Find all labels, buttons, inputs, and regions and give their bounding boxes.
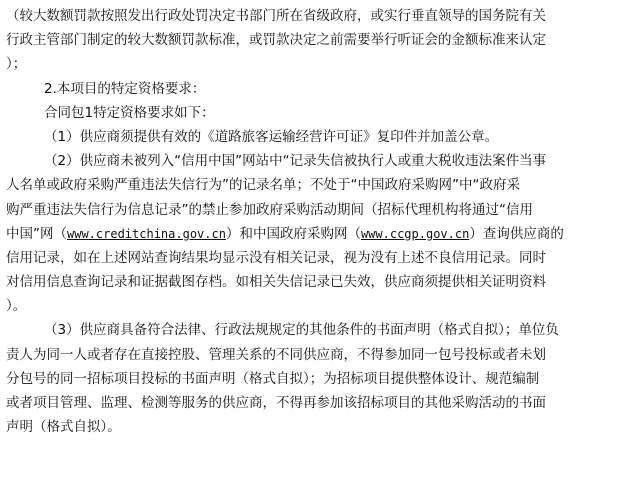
text-line: ）； — [6, 56, 27, 73]
text-line: 信用记录，如在上述网站查询结果均显示没有相关记录，视为没有上述不良信用记录。同时 — [6, 249, 546, 266]
text-line: 行政主管部门制定的较大数额罚款标准，或罚款决定之前需要举行听证会的金额标准来认定 — [6, 32, 546, 49]
text-line: 声明（格式自拟）。 — [6, 419, 121, 436]
requirement-item-1: （1）供应商须提供有效的《道路旅客运输经营许可证》复印件并加盖公章。 — [44, 128, 499, 145]
text-line: 责人为同一人或者存在直接控股、管理关系的不同供应商，不得参加同一包号投标或者未划 — [6, 346, 546, 363]
text-line: 或者项目管理、监理、检测等服务的供应商，不得再参加该招标项目的其他采购活动的书面 — [6, 395, 546, 411]
section-heading: 2.本项目的特定资格要求： — [44, 80, 206, 97]
text-line: 购严重违法失信行为信息记录”的禁止参加政府采购活动期间（招标代理机构将通过“信用 — [6, 201, 533, 218]
text-line: 对信用信息查询记录和证据截图存档。如相关失信记录已失效，供应商须提供相关证明资料 — [6, 274, 546, 291]
text-fragment: 中国”网（ — [6, 225, 67, 242]
text-line: 人名单或政府采购严重违法失信行为”的记录名单；不处于“中国政府采购网”中“政府采 — [6, 177, 520, 194]
requirement-item-2: （2）供应商未被列入“信用中国”网站中“记录失信被执行人或重大税收违法案件当事 — [44, 153, 547, 170]
text-fragment: ）查询供应商的 — [469, 225, 564, 242]
text-line-with-links — [6, 222, 610, 246]
creditchina-link[interactable]: www.creditchina.gov.cn — [67, 226, 226, 241]
subsection-heading: 合同包1特定资格要求如下： — [44, 104, 215, 121]
ccgp-link[interactable]: www.ccgp.gov.cn — [360, 226, 470, 241]
text-fragment: ）和中国政府采购网（ — [225, 225, 361, 242]
text-line: ）。 — [6, 298, 27, 315]
requirement-item-3: （3）供应商具备符合法律、行政法规规定的其他条件的书面声明（格式自拟）；单位负 — [44, 322, 559, 339]
text-line: （较大数额罚款按照发出行政处罚决定书部门所在省级政府，或实行垂直领导的国务院有关 — [6, 8, 546, 24]
text-line: 分包号的同一招标项目投标的书面声明（格式自拟）；为招标项目提供整体设计、规范编制 — [6, 370, 540, 387]
